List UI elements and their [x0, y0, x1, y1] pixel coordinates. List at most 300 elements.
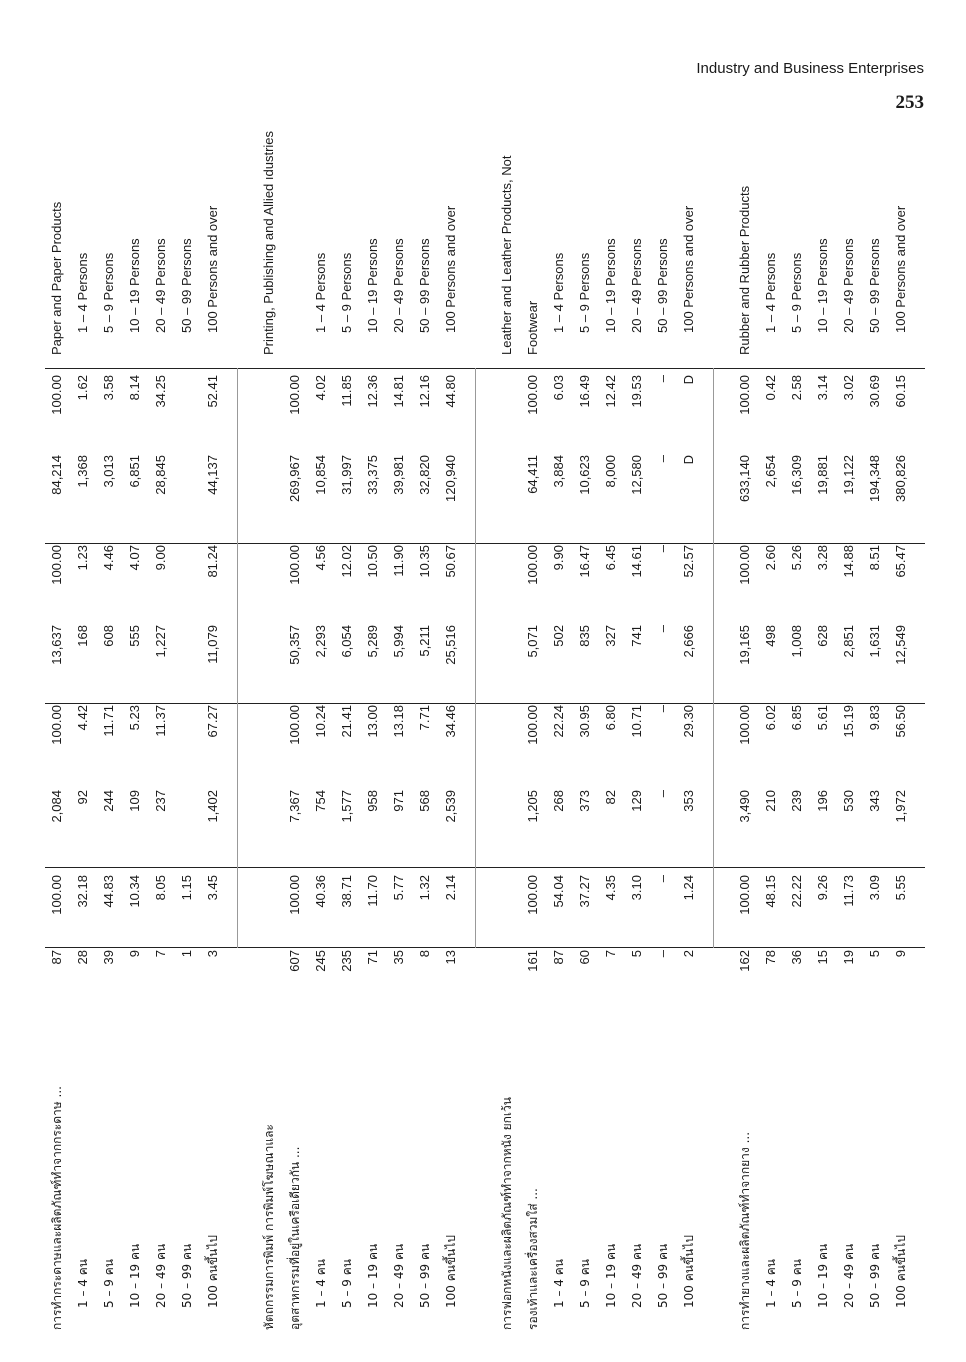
establishments-percent: 3.10	[629, 875, 644, 901]
persons-engaged: 1,577	[339, 790, 354, 823]
establishments-percent: 11.73	[841, 875, 856, 907]
persons-engaged-percent: 4.42	[75, 705, 90, 731]
size-class-thai: 10 – 19 คน	[128, 1243, 142, 1308]
wages-percent: 2.60	[763, 545, 778, 571]
table-row	[201, 130, 225, 1330]
output-value: 3,884	[551, 455, 566, 488]
wages-percent: 100.00	[49, 545, 64, 585]
output-percent: 60.15	[893, 375, 908, 408]
output-value: 10,854	[313, 455, 328, 495]
output-value: 194,348	[867, 455, 882, 502]
output-percent: 6.03	[551, 375, 566, 401]
establishments-count: 5	[629, 950, 644, 958]
wages-value: 6,054	[339, 625, 354, 658]
wages-percent: 5.26	[789, 545, 804, 571]
wages-percent: 3.28	[815, 545, 830, 571]
size-class-english: 20 – 49 Persons	[629, 238, 644, 333]
table-row	[759, 130, 783, 1330]
size-class-thai: 5 – 9 คน	[578, 1259, 592, 1308]
output-percent: 19.53	[629, 375, 644, 408]
size-class-english: 1 – 4 Persons	[551, 252, 566, 333]
persons-engaged-percent: 67.27	[205, 705, 220, 738]
persons-engaged: 568	[417, 790, 432, 812]
persons-engaged-percent: 15.19	[841, 705, 856, 738]
output-value: 84,214	[49, 455, 64, 495]
establishments-percent: 5.77	[391, 875, 406, 901]
persons-engaged-percent	[175, 705, 199, 785]
wages-value: 628	[815, 625, 830, 647]
section-title-english: Printing, Publishing and Allied ıdustries	[261, 130, 276, 355]
persons-engaged: 237	[153, 790, 168, 812]
wages-percent: 65.47	[893, 545, 908, 578]
persons-engaged: 353	[681, 790, 696, 812]
section-title-thai: การฟอกหนังและผลิตภัณฑ์ทำจากหนัง ยกเว้น	[500, 1097, 514, 1330]
wages-percent: 52.57	[681, 545, 696, 578]
wages-percent: 100.00	[737, 545, 752, 585]
establishments-percent: 1.24	[681, 875, 696, 901]
establishments-percent: –	[655, 875, 670, 883]
output-percent: D	[681, 375, 696, 385]
wages-percent: 4.46	[101, 545, 116, 571]
wages-value: 327	[603, 625, 618, 647]
size-class-thai: 1 – 4 คน	[76, 1259, 90, 1308]
table-row	[785, 130, 809, 1330]
size-class-thai: 50 – 99 คน	[180, 1243, 194, 1308]
section-total-row	[45, 130, 69, 1330]
output-value: 31,997	[339, 455, 354, 495]
wages-percent: 9.90	[551, 545, 566, 571]
size-class-thai: 100 คนขึ้นไป	[682, 1234, 696, 1308]
wages-percent: 11.90	[391, 545, 406, 577]
establishments-count: 87	[551, 950, 566, 965]
establishments-percent: 4.35	[603, 875, 618, 901]
table-row	[439, 130, 463, 1330]
size-class-thai: 50 – 99 คน	[656, 1243, 670, 1308]
page-header-title: Industry and Business Enterprises	[696, 60, 924, 77]
establishments-count: 161	[525, 950, 540, 972]
establishments-percent: 11.70	[365, 875, 380, 907]
establishments-count: 13	[443, 950, 458, 965]
persons-engaged: 1,972	[893, 790, 908, 823]
persons-engaged-percent: 13.18	[391, 705, 406, 738]
output-percent: 30.69	[867, 375, 882, 408]
persons-engaged-percent: 9.83	[867, 705, 882, 731]
establishments-count: 19	[841, 950, 856, 965]
wages-value: 2,666	[681, 625, 696, 658]
establishments-count: 87	[49, 950, 64, 965]
size-class-english: 100 Persons and over	[893, 205, 908, 333]
table-row	[361, 130, 385, 1330]
establishments-count: 2	[681, 950, 696, 958]
establishments-count: 7	[153, 950, 168, 958]
establishments-count: 7	[603, 950, 618, 958]
output-value: 120,940	[443, 455, 458, 502]
output-value: 6,851	[127, 455, 142, 488]
size-class-english: 10 – 19 Persons	[365, 238, 380, 333]
establishments-percent: 40.36	[313, 875, 328, 908]
output-percent: 100.00	[49, 375, 64, 415]
persons-engaged: 196	[815, 790, 830, 812]
establishments-percent: 9.26	[815, 875, 830, 901]
establishments-percent: 37.27	[577, 875, 592, 908]
output-value: 3,013	[101, 455, 116, 488]
wages-percent: 100.00	[287, 545, 302, 585]
persons-engaged-percent: 56.50	[893, 705, 908, 738]
table-row	[387, 130, 411, 1330]
wages-percent	[175, 545, 199, 620]
table-row	[837, 130, 861, 1330]
establishments-percent: 100.00	[287, 875, 302, 915]
output-value: 39,981	[391, 455, 406, 495]
establishments-percent: 54.04	[551, 875, 566, 908]
persons-engaged-percent: 21.41	[339, 705, 354, 738]
wages-value: 2,851	[841, 625, 856, 658]
wages-percent: 16.47	[577, 545, 592, 578]
size-class-thai: 1 – 4 คน	[314, 1259, 328, 1308]
wages-value: 50,357	[287, 625, 302, 665]
establishments-percent: 100.00	[525, 875, 540, 915]
table-row	[863, 130, 887, 1330]
persons-engaged-percent: 13.00	[365, 705, 380, 738]
persons-engaged-percent: 7.71	[417, 705, 432, 731]
output-percent: 3.02	[841, 375, 856, 401]
table-row	[547, 130, 571, 1330]
output-percent: 100.00	[287, 375, 302, 415]
section-title-thai: การทำยางและผลิตภัณฑ์ทำจากยาง ...	[738, 1131, 752, 1330]
output-percent: –	[655, 375, 670, 383]
establishments-count: 5	[867, 950, 882, 958]
persons-engaged: 244	[101, 790, 116, 812]
size-class-english: 5 – 9 Persons	[789, 252, 804, 333]
establishments-percent: 32.18	[75, 875, 90, 908]
table-row	[413, 130, 437, 1330]
table-row	[335, 130, 359, 1330]
table-row	[651, 130, 675, 1330]
wages-percent: 12.02	[339, 545, 354, 578]
wages-value: 5,994	[391, 625, 406, 658]
establishments-count: 162	[737, 950, 752, 972]
establishments-count: 71	[365, 950, 380, 965]
table-row	[599, 130, 623, 1330]
wages-value: 608	[101, 625, 116, 647]
size-class-thai: 5 – 9 คน	[340, 1259, 354, 1308]
size-class-thai: 50 – 99 คน	[868, 1243, 882, 1308]
output-percent: 12.36	[365, 375, 380, 408]
persons-engaged-percent: 11.37	[153, 705, 168, 737]
table-row	[573, 130, 597, 1330]
output-value: 28,845	[153, 455, 168, 495]
wages-percent: 10.50	[365, 545, 380, 578]
establishments-percent: 100.00	[49, 875, 64, 915]
persons-engaged-percent: 6.85	[789, 705, 804, 731]
section-title-thai: การทำกระดาษและผลิตภัณฑ์ทำจากกระดาษ ...	[50, 1086, 64, 1330]
section-title-row	[257, 130, 281, 1330]
wages-percent: 4.07	[127, 545, 142, 571]
establishments-count: 1	[179, 950, 194, 958]
persons-engaged-percent: 30.95	[577, 705, 592, 738]
output-value: 633,140	[737, 455, 752, 502]
wages-value	[175, 625, 199, 700]
establishments-count: 8	[417, 950, 432, 958]
establishments-count: 235	[339, 950, 354, 972]
wages-value: 5,289	[365, 625, 380, 658]
establishments-percent: 3.09	[867, 875, 882, 901]
wages-value: 5,071	[525, 625, 540, 658]
persons-engaged-percent: 100.00	[737, 705, 752, 745]
size-class-english: 50 – 99 Persons	[867, 238, 882, 333]
persons-engaged-percent: 100.00	[287, 705, 302, 745]
size-class-english: 1 – 4 Persons	[313, 252, 328, 333]
establishments-percent: 3.45	[205, 875, 220, 901]
output-percent: 100.00	[525, 375, 540, 415]
table-row	[889, 130, 913, 1330]
establishments-percent: 10.34	[127, 875, 142, 908]
establishments-count: 28	[75, 950, 90, 965]
output-value: 19,881	[815, 455, 830, 495]
persons-engaged: 530	[841, 790, 856, 812]
persons-engaged: 1,205	[525, 790, 540, 823]
wages-value: 19,165	[737, 625, 752, 665]
wages-percent: 4.56	[313, 545, 328, 571]
table-row	[811, 130, 835, 1330]
persons-engaged: 239	[789, 790, 804, 812]
persons-engaged: 754	[313, 790, 328, 812]
wages-value: 11,079	[205, 625, 220, 664]
section-title-thai: รองเท้าและเครื่องสวมใส่ ...	[526, 1188, 540, 1330]
persons-engaged: 92	[75, 790, 90, 805]
size-class-english: 5 – 9 Persons	[577, 252, 592, 333]
wages-value: 5,211	[417, 625, 432, 657]
output-percent: 8.14	[127, 375, 142, 401]
output-percent: 0.42	[763, 375, 778, 401]
wages-value: 741	[629, 625, 644, 647]
persons-engaged: 7,367	[287, 790, 302, 823]
establishments-count: 39	[101, 950, 116, 965]
table-row	[97, 130, 121, 1330]
table-row	[71, 130, 95, 1330]
size-class-english: 50 – 99 Persons	[655, 238, 670, 333]
output-percent: 44.80	[443, 375, 458, 408]
persons-engaged: 82	[603, 790, 618, 805]
persons-engaged: –	[655, 790, 670, 798]
size-class-english: 100 Persons and over	[681, 205, 696, 333]
wages-percent: 81.24	[205, 545, 220, 578]
size-class-thai: 100 คนขึ้นไป	[444, 1234, 458, 1308]
section-title-english: Footwear	[525, 300, 540, 355]
persons-engaged-percent: 100.00	[49, 705, 64, 745]
output-percent: 3.14	[815, 375, 830, 401]
size-class-english: 20 – 49 Persons	[153, 238, 168, 333]
output-value: 1,368	[75, 455, 90, 488]
size-class-thai: 20 – 49 คน	[842, 1243, 856, 1308]
size-class-english: 10 – 19 Persons	[815, 238, 830, 333]
persons-engaged: 129	[629, 790, 644, 812]
output-value: 33,375	[365, 455, 380, 495]
persons-engaged-percent: 6.80	[603, 705, 618, 731]
output-percent: 100.00	[737, 375, 752, 415]
size-class-english: 10 – 19 Persons	[127, 238, 142, 333]
output-value: 8,000	[603, 455, 618, 488]
table-row	[625, 130, 649, 1330]
establishments-percent: 2.14	[443, 875, 458, 901]
wages-percent: 1.23	[75, 545, 90, 571]
output-value: 19,122	[841, 455, 856, 495]
output-percent: 16.49	[577, 375, 592, 408]
establishments-count: –	[655, 950, 670, 958]
size-class-thai: 10 – 19 คน	[816, 1243, 830, 1308]
establishments-count: 3	[205, 950, 220, 958]
persons-engaged: 3,490	[737, 790, 752, 823]
wages-percent: 8.51	[867, 545, 882, 571]
output-percent: 12.16	[417, 375, 432, 408]
persons-engaged: 2,539	[443, 790, 458, 823]
size-class-english: 50 – 99 Persons	[179, 238, 194, 333]
size-class-thai: 100 คนขึ้นไป	[894, 1234, 908, 1308]
output-value: 64,411	[525, 455, 540, 494]
output-value: 269,967	[287, 455, 302, 502]
size-class-thai: 1 – 4 คน	[552, 1259, 566, 1308]
size-class-english: 100 Persons and over	[443, 205, 458, 333]
establishments-percent: 44.83	[101, 875, 116, 908]
size-class-english: 5 – 9 Persons	[339, 252, 354, 333]
size-class-english: 1 – 4 Persons	[75, 252, 90, 333]
size-class-thai: 20 – 49 คน	[154, 1243, 168, 1308]
size-class-english: 50 – 99 Persons	[417, 238, 432, 333]
table-row	[123, 130, 147, 1330]
size-class-english: 5 – 9 Persons	[101, 252, 116, 333]
output-percent: 12.42	[603, 375, 618, 408]
wages-value: 498	[763, 625, 778, 647]
output-value: 380,826	[893, 455, 908, 502]
wages-value: 12,549	[893, 625, 908, 665]
output-value: 10,623	[577, 455, 592, 495]
size-class-thai: 50 – 99 คน	[418, 1243, 432, 1308]
wages-percent: 14.88	[841, 545, 856, 578]
establishments-count: 36	[789, 950, 804, 965]
wages-value: 2,293	[313, 625, 328, 658]
section-separator	[475, 368, 476, 948]
wages-value: 13,637	[49, 625, 64, 665]
size-class-english: 20 – 49 Persons	[391, 238, 406, 333]
section-title-english: Leather and Leather Products, Not	[499, 155, 514, 355]
persons-engaged-percent: 34.46	[443, 705, 458, 738]
output-value: –	[655, 455, 670, 463]
persons-engaged: 373	[577, 790, 592, 812]
table-row	[677, 130, 701, 1330]
table-row	[175, 130, 199, 1330]
persons-engaged: 1,402	[205, 790, 220, 823]
persons-engaged: 2,084	[49, 790, 64, 823]
size-class-english: 10 – 19 Persons	[603, 238, 618, 333]
persons-engaged-percent: 11.71	[101, 705, 116, 737]
size-class-thai: 1 – 4 คน	[764, 1259, 778, 1308]
output-percent: 11.85	[339, 375, 354, 407]
establishments-count: 9	[893, 950, 908, 958]
persons-engaged: 109	[127, 790, 142, 812]
establishments-count: 35	[391, 950, 406, 965]
wages-value: 1,227	[153, 625, 168, 658]
establishments-count: 9	[127, 950, 142, 958]
size-class-english: 1 – 4 Persons	[763, 252, 778, 333]
section-title-row	[495, 130, 519, 1330]
size-class-thai: 5 – 9 คน	[790, 1259, 804, 1308]
persons-engaged	[175, 790, 199, 860]
section-total-row	[283, 130, 307, 1330]
output-value: 44,137	[205, 455, 220, 495]
size-class-english: 20 – 49 Persons	[841, 238, 856, 333]
persons-engaged-percent: 10.71	[629, 705, 644, 738]
persons-engaged: 958	[365, 790, 380, 812]
output-percent: 1.62	[75, 375, 90, 401]
wages-percent: 14.61	[629, 545, 644, 578]
wages-value: 168	[75, 625, 90, 647]
wages-value: –	[655, 625, 670, 633]
size-class-thai: 100 คนขึ้นไป	[206, 1234, 220, 1308]
size-class-thai: 20 – 49 คน	[630, 1243, 644, 1308]
section-title-thai: หัตถกรรมการพิมพ์ การพิมพ์โฆษณาและ	[262, 1124, 276, 1330]
persons-engaged: 210	[763, 790, 778, 812]
wages-value: 835	[577, 625, 592, 647]
size-class-thai: 20 – 49 คน	[392, 1243, 406, 1308]
page-number: 253	[895, 92, 924, 113]
establishments-percent: 1.32	[417, 875, 432, 901]
output-value: 2,654	[763, 455, 778, 488]
establishments-percent: 22.22	[789, 875, 804, 908]
output-percent: 34.25	[153, 375, 168, 408]
establishments-count: 245	[313, 950, 328, 972]
output-percent	[175, 375, 199, 450]
output-value: 32,820	[417, 455, 432, 495]
establishments-count: 607	[287, 950, 302, 972]
size-class-english: 100 Persons and over	[205, 205, 220, 333]
output-value: 16,309	[789, 455, 804, 495]
wages-percent: 100.00	[525, 545, 540, 585]
persons-engaged-percent: 5.61	[815, 705, 830, 731]
output-percent: 2.58	[789, 375, 804, 401]
wages-value: 555	[127, 625, 142, 647]
establishments-percent: 8.05	[153, 875, 168, 901]
establishments-count: 15	[815, 950, 830, 965]
section-total-row	[521, 130, 545, 1330]
table-row	[149, 130, 173, 1330]
establishments-count: 60	[577, 950, 592, 965]
output-percent: 52.41	[205, 375, 220, 408]
persons-engaged: 971	[391, 790, 406, 812]
section-total-row	[733, 130, 757, 1330]
wages-percent: 10.35	[417, 545, 432, 578]
establishments-percent: 38.71	[339, 875, 354, 908]
wages-value: 502	[551, 625, 566, 647]
section-title-english: Rubber and Rubber Products	[737, 185, 752, 355]
section-separator	[237, 368, 238, 948]
persons-engaged: 343	[867, 790, 882, 812]
establishments-percent: 48.15	[763, 875, 778, 908]
establishments-percent: 100.00	[737, 875, 752, 915]
wages-percent: 9.00	[153, 545, 168, 571]
wages-value: 1,008	[789, 625, 804, 658]
persons-engaged-percent: 10.24	[313, 705, 328, 738]
persons-engaged-percent: 6.02	[763, 705, 778, 731]
wages-value: 25,516	[443, 625, 458, 665]
section-title-english	[283, 130, 307, 355]
size-class-thai: 10 – 19 คน	[604, 1243, 618, 1308]
wages-percent: –	[655, 545, 670, 553]
output-percent: 14.81	[391, 375, 406, 408]
persons-engaged-percent: 22.24	[551, 705, 566, 738]
section-title-english: Paper and Paper Products	[49, 201, 64, 355]
section-title-thai: อุตสาหกรรมที่อยู่ในเครือเดียวกัน ...	[288, 1146, 302, 1330]
persons-engaged: 268	[551, 790, 566, 812]
